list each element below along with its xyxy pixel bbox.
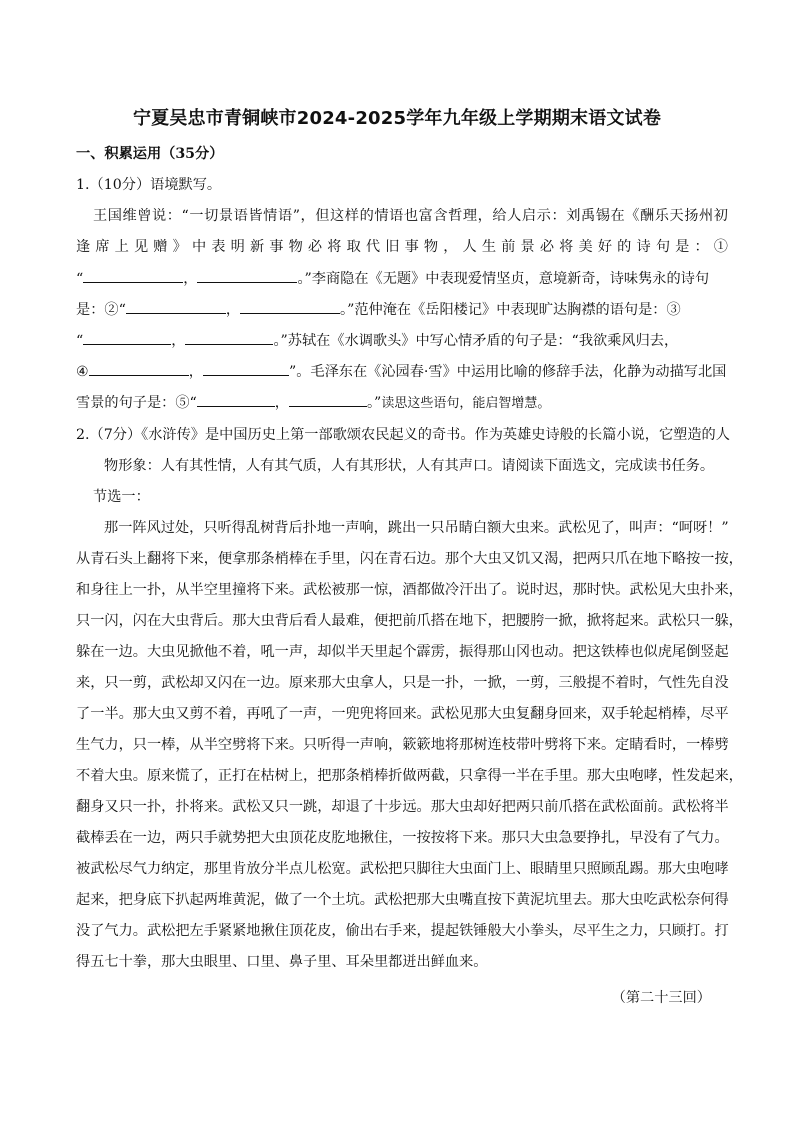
question-1-header: 1.（10分）语境默写。 xyxy=(76,177,222,193)
q1-line-5 xyxy=(76,330,728,351)
text-segment: “ xyxy=(76,333,84,349)
passage-line: 来，只一剪，武松却又闪在一边。原来那大虫拿人，只是一扑，一掀，一剪，三般提不着时，气性先自没 xyxy=(76,675,729,691)
text-segment: 雪景的句子是：⑤“ xyxy=(76,395,197,411)
text-segment: 读思这些语句，能启智增慧。 xyxy=(381,396,551,411)
text-segment: “ xyxy=(76,271,84,287)
text-segment: ， xyxy=(225,302,241,318)
passage-line: 起来，把身底下扒起两堆黄泥，做了一个土坑。武松把那大虫嘴直按下黄泥坑里去。那大虫吃武松奈何得 xyxy=(76,892,729,908)
fill-blank-2a[interactable] xyxy=(126,299,226,314)
passage-line: 和身往上一扑，从半空里撞将下来。武松被那一惊，酒都做冷汗出了。说时迟，那时快。武松见大虫扑来， xyxy=(76,582,743,598)
fill-blank-5b[interactable] xyxy=(289,392,367,407)
fill-blank-4a[interactable] xyxy=(89,361,189,376)
exam-title: 宁夏吴忠市青铜峡市2024-2025学年九年级上学期期末语文试卷 xyxy=(132,108,662,129)
passage-line: 没了气力。武松把左手紧紧地揪住顶花皮，偷出右手来，提起铁锤般大小拳头，尽平生之力，只顾打。打 xyxy=(76,923,729,939)
passage-line: 生气力，只一棒，从半空劈将下来。只听得一声响，簌簌地将那树连枝带叶劈将下来。定睛看时，一棒劈 xyxy=(76,737,729,753)
passage-line: 被武松尽气力纳定，那里肯放分半点儿松宽。武松把只脚往大虫面门上、眼睛里只照顾乱踢。那大虫咆哮 xyxy=(76,861,729,877)
q1-line-2: 逢席上见赠》中表明新事物必将取代旧事物，人生前景必将美好的诗句是：① xyxy=(76,239,728,255)
excerpt-label: 节选一： xyxy=(93,489,150,505)
fill-blank-1b[interactable] xyxy=(197,268,297,283)
section-heading: 一、积累运用（35分） xyxy=(76,146,224,162)
text-segment: ④ xyxy=(76,364,89,380)
passage-line: 不着大虫。原来慌了，正打在枯树上，把那条梢棒折做两截，只拿得一半在手里。那大虫咆哮，性发起来， xyxy=(76,768,743,784)
q1-line-1: 王国维曾说：“一切景语皆情语”，但这样的情语也富含哲理，给人启示：刘禹锡在《酬乐天扬州初 xyxy=(93,208,728,224)
text-segment: ”。毛泽东在《沁园春·雪》中运用比喻的修辞手法，化静为动描写北国 xyxy=(288,364,727,380)
passage-line: 翻身又只一扑，扑将来。武松又只一跳，却退了十步远。那大虫却好把两只前爪搭在武松面前。武松将半 xyxy=(76,799,729,815)
text-segment: ， xyxy=(183,271,198,287)
passage-line: 那一阵风过处，只听得乱树背后扑地一声响，跳出一只吊睛白额大虫来。武松见了，叫声：“呵呀！” xyxy=(104,520,729,536)
fill-blank-5a[interactable] xyxy=(197,392,275,407)
text-segment: 。”苏轼在《水调歌头》中写心情矛盾的句子是：“我欲乘风归去， xyxy=(273,333,679,349)
q1-line-3 xyxy=(76,268,728,289)
q1-line-4 xyxy=(76,299,728,320)
q1-line-6 xyxy=(76,361,728,382)
text-segment: ， xyxy=(171,333,186,349)
fill-blank-3a[interactable] xyxy=(83,330,171,345)
text-segment: 。” xyxy=(366,395,382,411)
text-segment: 。”李商隐在《无题》中表现爱情坚贞，意境新奇，诗味隽永的诗句 xyxy=(297,271,710,287)
passage-line: 了一半。那大虫又剪不着，再吼了一声，一兜兜将回来。武松见那大虫复翻身回来，双手轮起梢棒，尽平 xyxy=(76,706,729,722)
question-2-line-2: 物形象：人有其性情，人有其气质，人有其形状，人有其声口。请阅读下面选文，完成读书任务。 xyxy=(104,458,715,474)
text-segment: ， xyxy=(188,364,203,380)
fill-blank-4b[interactable] xyxy=(203,361,289,376)
fill-blank-2b[interactable] xyxy=(240,299,340,314)
passage-line: 躲在一边。大虫见掀他不着，吼一声，却似半天里起个霹雳，振得那山冈也动。把这铁棒也似虎尾倒竖起 xyxy=(76,644,729,660)
chapter-source: （第二十三回） xyxy=(611,990,711,1006)
text-segment: 是：②“ xyxy=(76,302,126,318)
passage-line: 得五七十拳，那大虫眼里、口里、鼻子里、耳朵里都迸出鲜血来。 xyxy=(76,954,488,970)
passage-line: 从青石头上翻将下来，便拿那条梢棒在手里，闪在青石边。那个大虫又饥又渴，把两只爪在地下略按一按， xyxy=(76,551,743,567)
fill-blank-1a[interactable] xyxy=(83,268,183,283)
text-segment: 。”范仲淹在《岳阳楼记》中表现旷达胸襟的语句是：③ xyxy=(340,302,681,318)
question-2-line-1: 2.（7分）《水浒传》是中国历史上第一部歌颂农民起义的奇书。作为英雄史诗般的长篇小说，它塑造的人 xyxy=(76,427,730,443)
fill-blank-3b[interactable] xyxy=(185,330,273,345)
passage-line: 截棒丢在一边，两只手就势把大虫顶花皮肐地揪住，一按按将下来。那只大虫急要挣扎，早没有了气力。 xyxy=(76,830,729,846)
passage-line: 只一闪，闪在大虫背后。那大虫背后看人最难，便把前爪搭在地下，把腰胯一掀，掀将起来。武松只一躲， xyxy=(76,613,743,629)
text-segment: ， xyxy=(274,395,289,411)
q1-line-7 xyxy=(76,392,728,414)
